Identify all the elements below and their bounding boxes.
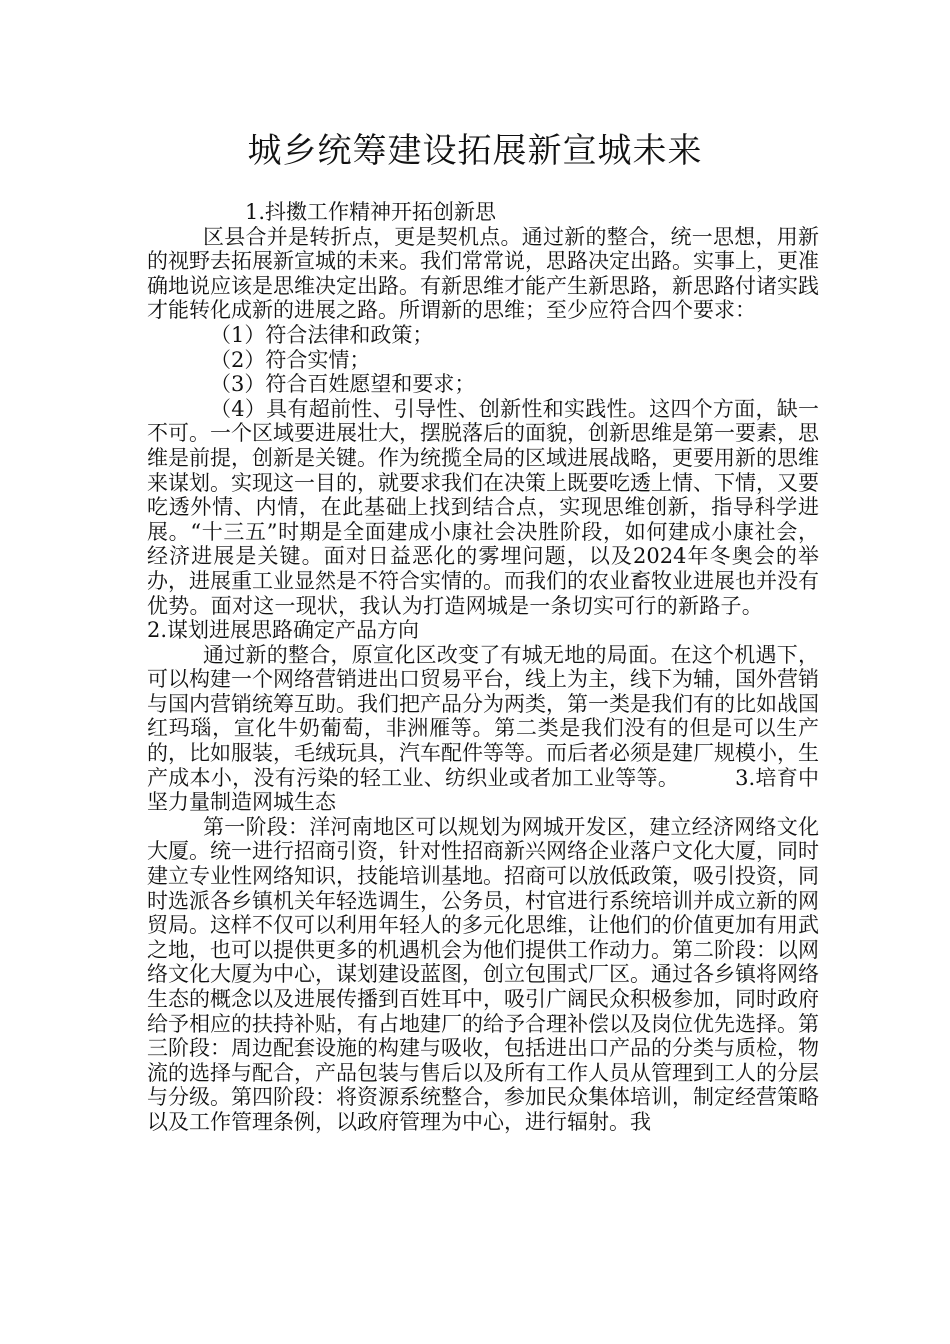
requirement-item-2: （2）符合实情； [210,347,371,372]
requirement-item-4: （4）具有超前性、引导性、创新性和实践性。这四个方面，缺一不可。一个区域要进展壮大，摆脱落后的面貌，创新思维是第一要素，思维是前提，创新是关键。作为统揽全局的区域进展战略，更要用新的思维来谋划。实现这一目的，就要求我们在决策上既要吃透上情、下情，又要吃透外情、内情，在此基础上找到结合点，实现思维创新，指导科学进展。“十三五”时期是全面建成小康社会决胜阶段，如何建成小康社会，经济进展是关键。面对日益恶化的雾埋问题，以及2024年冬奥会的举办，进展重工业显然是不符合实情的。而我们的农业畜牧业进展也并没有优势。面对这一现状，我认为打造网城是一条切实可行的新路子。 [147,396,819,618]
requirement-item-3: （3）符合百姓愿望和要求； [210,372,476,397]
paragraph-3 [147,643,819,815]
section-heading-3: 3.培育中坚力量制造网城生态 [147,765,819,815]
document-title: 城乡统筹建设拓展新宣城未来 [247,131,703,171]
paragraph-3-text: 通过新的整合，原宣化区改变了有城无地的局面。在这个机遇下，可以构建一个网络营销进出口贸易平台，线上为主，线下为辅，国外营销与国内营销统筹互助。我们把产品分为两类，第一类是我们有的比如战国红玛瑙，宣化牛奶葡萄，非洲雁等。第二类是我们没有的但是可以生产的，比如服装，毛绒玩具，汽车配件等等。而后者必须是建厂规模小，生产成本小，没有污染的轻工业、纺织业或者加工业等等。 [147,642,819,790]
paragraph-2 [147,397,819,643]
section-heading-1: 1.抖擞工作精神开拓创新思 [245,200,497,224]
requirement-item-1: （1）符合法律和政策； [210,322,434,347]
paragraph-1: 区县合并是转折点，更是契机点。通过新的整合，统一思想，用新的视野去拓展新宣城的未来。我们常常说，思路决定出路。实事上，更准确地说应该是思维决定出路。有新思维才能产生新思路，新思路付诸实践才能转化成新的进展之路。所谓新的思维；至少应符合四个要求： [147,224,819,323]
section-heading-2: 2.谋划进展思路确定产品方向 [147,618,420,643]
document-body [147,200,819,1135]
paragraph-4: 第一阶段：洋河南地区可以规划为网城开发区，建立经济网络文化大厦。统一进行招商引资，针对性招商新兴网络企业落户文化大厦，同时建立专业性网络知识，技能培训基地。招商可以放低政策，吸引投资，同时选派各乡镇机关年轻选调生，公务员，村官进行系统培训并成立新的网贸局。这样不仅可以利用年轻人的多元化思维，让他们的价值更加有用武之地，也可以提供更多的机遇机会为他们提供工作动力。第二阶段：以网络文化大厦为中心，谋划建设蓝图，创立包围式厂区。通过各乡镇将网络生态的概念以及进展传播到百姓耳中，吸引广阔民众积极参加，同时政府给予相应的扶持补贴，有占地建厂的给予合理补偿以及岗位优先选择。第三阶段：周边配套设施的构建与吸收，包括进出口产品的分类与质检，物流的选择与配合，产品包装与售后以及所有工作人员从管理到工人的分层与分级。第四阶段：将资源系统整合，参加民众集体培训，制定经营策略以及工作管理条例，以政府管理为中心，进行辐射。我 [147,814,819,1134]
